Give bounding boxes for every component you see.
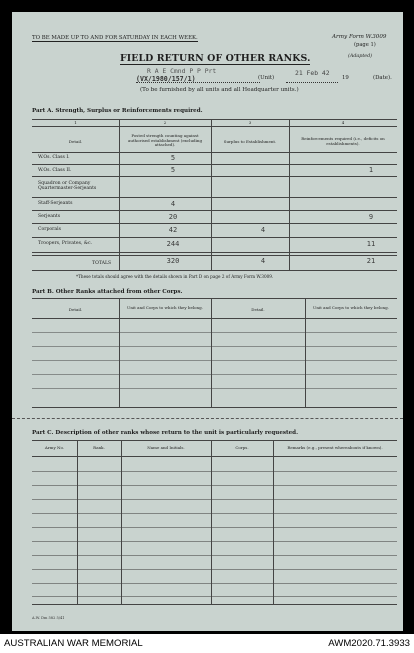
posted-total: 320 xyxy=(166,257,180,265)
date-label: (Date). xyxy=(373,75,392,81)
col-number-4: 4 xyxy=(341,119,345,125)
part-c-header-remarks: Remarks (e.g., present whereabouts if known). xyxy=(287,445,383,450)
part-b-table xyxy=(32,298,397,408)
part-b-title: Part B. Other Ranks attached from other Corps. xyxy=(32,289,183,295)
posted-corporals: 42 xyxy=(168,226,178,234)
row-label-corporals: Corporals xyxy=(38,227,61,232)
surplus-corporals: 4 xyxy=(260,226,266,234)
printer-mark: A.W. Dm 582 5/41 xyxy=(32,616,65,620)
col-number-1: 1 xyxy=(74,119,77,125)
form-page-label: (page 1) xyxy=(354,42,376,48)
totals-label: TOTALS xyxy=(92,261,112,266)
col-number-2: 2 xyxy=(163,119,167,125)
footer-accession-number: AWM2020.71.3933 xyxy=(328,638,410,649)
unit-label: (Unit) xyxy=(258,75,275,81)
form-title: FIELD RETURN OF OTHER RANKS. xyxy=(120,53,311,64)
part-c-table xyxy=(32,440,397,622)
furnished-instruction: (To be furnished by all units and all Headquarter units.) xyxy=(140,87,299,93)
header-surplus: Surplus to Establishment. xyxy=(223,139,277,144)
header-posted-strength: Posted strength counting against authorised establishment (excluding attached). xyxy=(127,133,203,148)
adapted-label: (Adapted) xyxy=(348,54,373,59)
part-c-title: Part C. Description of other ranks whose return to the unit is particularly requested. xyxy=(32,430,299,436)
part-b-header-unit-corps-1: Unit and Corps to which they belong. xyxy=(127,305,203,310)
reinf-troopers: 11 xyxy=(366,240,376,248)
make-up-instruction: TO BE MADE UP TO AND FOR SATURDAY IN EACH WEEK. xyxy=(32,35,198,41)
date-typed: 21 Feb 42 xyxy=(295,69,330,77)
footer-institution: AUSTRALIAN WAR MEMORIAL xyxy=(4,638,143,649)
row-label-staff-serjeants: Staff-Serjeants xyxy=(38,201,73,206)
surplus-total: 4 xyxy=(260,257,266,265)
row-label-wo-class-2: W.Os. Class II. xyxy=(38,168,72,173)
reinf-wo-class-2: 1 xyxy=(368,166,374,174)
part-b-header-unit-corps-2: Unit and Corps to which they belong. xyxy=(313,305,389,310)
col-number-3: 3 xyxy=(248,119,252,125)
posted-wo-class-2: 5 xyxy=(170,166,176,174)
part-a-table xyxy=(32,119,397,274)
unit-dotted-line xyxy=(136,82,260,83)
part-b-header-detail-2: Detail. xyxy=(251,307,265,312)
posted-wo-class-1: 5 xyxy=(170,154,176,162)
reinf-total: 21 xyxy=(366,257,376,265)
totals-note: *These totals should agree with the details shown in Part D on page 2 of Army Form W.3009. xyxy=(76,274,274,279)
part-b-header-detail-1: Detail. xyxy=(68,307,83,312)
unit-code: (VX/1980/157/1) xyxy=(136,75,196,83)
posted-serjeants: 20 xyxy=(168,213,178,221)
row-label-squadron-qms: Squadron or Company Quartermaster-Serjeants xyxy=(38,181,97,191)
reinf-serjeants: 9 xyxy=(368,213,374,221)
part-c-header-name: Name and Initials. xyxy=(147,445,185,450)
part-c-header-corps: Corps. xyxy=(235,445,249,450)
part-a-title: Part A. Strength, Surplus or Reinforcements required. xyxy=(32,108,203,114)
part-c-header-rank: Rank. xyxy=(93,445,105,450)
row-label-troopers: Troopers, Privates, &c. xyxy=(38,241,92,246)
row-label-serjeants: Serjeants xyxy=(38,214,61,219)
posted-troopers: 244 xyxy=(166,240,180,248)
form-page xyxy=(12,12,403,631)
part-c-header-army-no: Army No. xyxy=(44,445,65,450)
form-number: Army Form W.3009 xyxy=(332,34,387,40)
perforation-line xyxy=(12,418,403,419)
header-detail: Detail. xyxy=(68,139,83,144)
posted-staff-serjeants: 4 xyxy=(170,200,176,208)
year-prefix: 19 xyxy=(342,75,349,81)
date-dotted-line xyxy=(286,82,338,83)
archive-footer xyxy=(0,634,414,653)
header-reinforcements: Reinforcements required (i.e., deficits on establishments). xyxy=(301,136,385,146)
unit-typed: R A E Cmnd P P Prt xyxy=(147,67,217,75)
row-label-wo-class-1: W.Os. Class I. xyxy=(38,155,70,160)
